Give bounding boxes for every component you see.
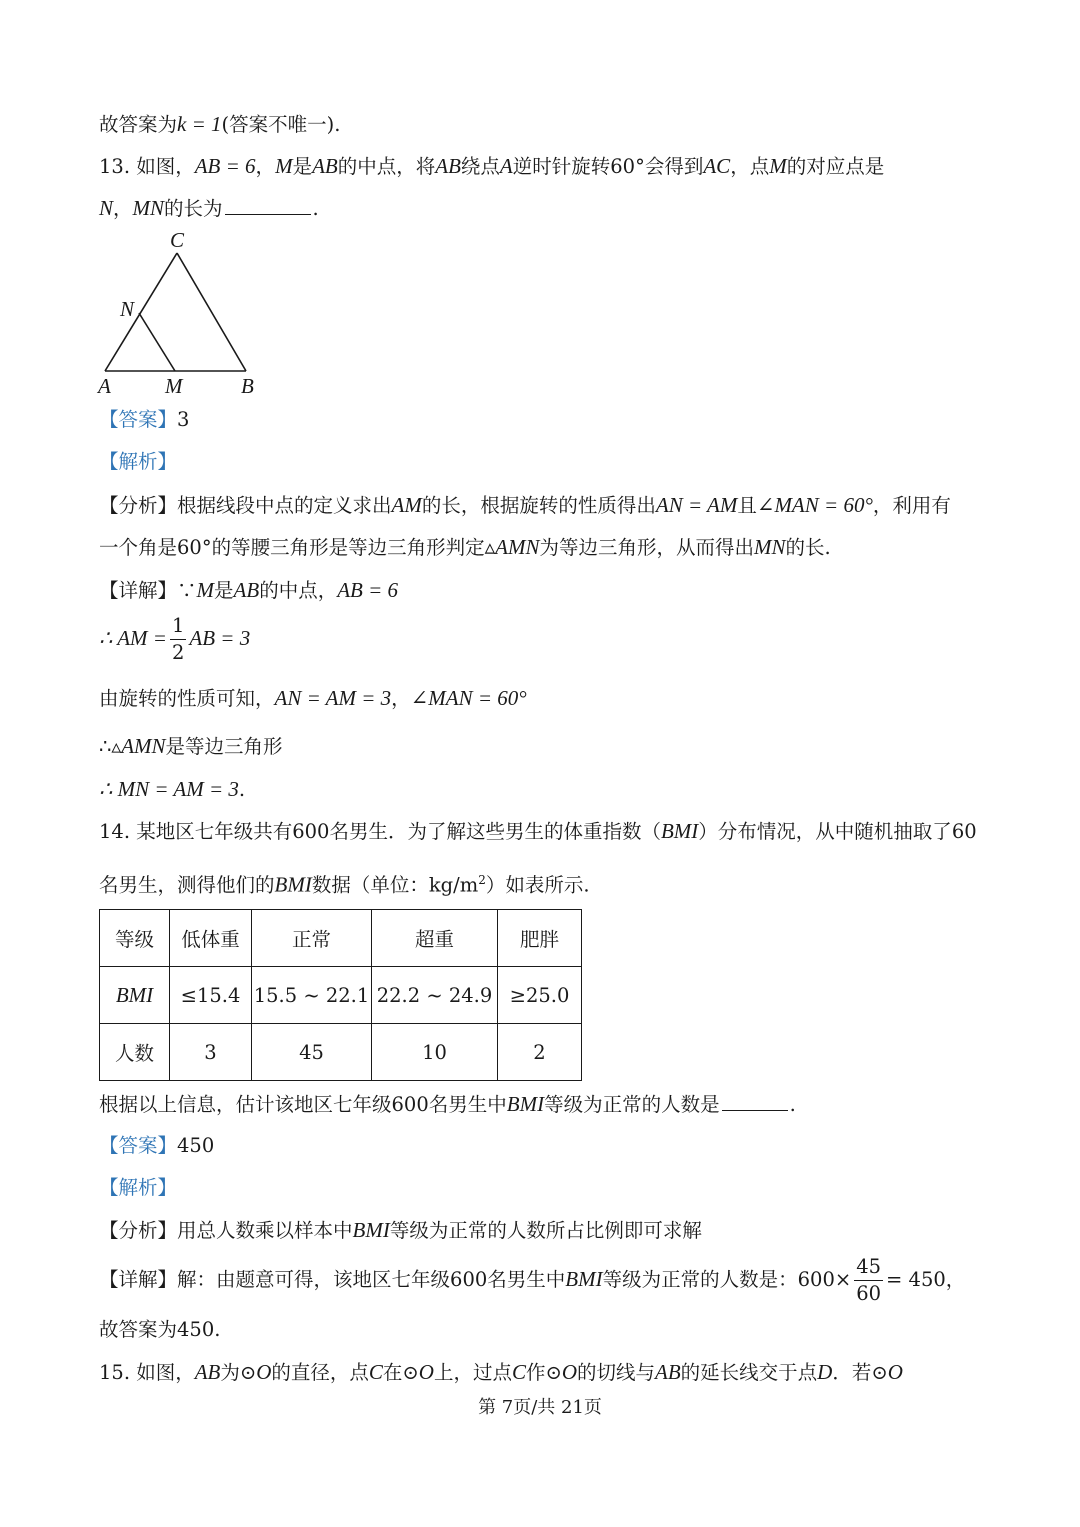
- answer-tag: 【答案】: [99, 408, 178, 431]
- q13-fenxi-line1: 【分析】根据线段中点的定义求出AM的长，根据旋转的性质得出AN = AM且∠MAN = 60°，利用有: [99, 493, 951, 517]
- label-M: M: [165, 374, 183, 398]
- q13-analysis-tag: 【解析】: [99, 450, 178, 473]
- answer-blank: [722, 1092, 788, 1111]
- table-cell: BMI: [100, 967, 170, 1024]
- label-N: N: [120, 297, 135, 321]
- q13-xiangjie-line4: ∴▵AMN是等边三角形: [99, 734, 283, 758]
- table-cell: 低体重: [170, 910, 252, 967]
- q14-stem-line1: 14. 某地区七年级共有600名男生．为了解这些男生的体重指数（BMI）分布情况，从中随机抽取了60: [99, 819, 977, 843]
- label-A: A: [98, 374, 111, 398]
- table-cell: 2: [498, 1024, 582, 1081]
- q14-fenxi-line: 【分析】用总人数乘以样本中BMI等级为正常的人数所占比例即可求解: [99, 1218, 702, 1242]
- table-row: [100, 967, 582, 1024]
- math-k-equals-1: k = 1: [177, 112, 222, 136]
- page-footer: 第 7页/共 21页: [478, 1397, 602, 1418]
- q13-xiangjie-line1: 【详解】∵M是AB的中点，AB = 6: [99, 578, 399, 602]
- q12-answer-line: 故答案为k = 1(答案不唯一).: [99, 112, 341, 136]
- table-row: [100, 1024, 582, 1081]
- q13-answer: 【答案】3: [99, 408, 190, 431]
- q15-stem-line: 15. 如图，AB为⊙O的直径，点C在⊙O上，过点C作⊙O的切线与AB的延长线交于点D．若⊙O: [99, 1360, 903, 1384]
- table-header-row: [100, 910, 582, 967]
- table-cell: 3: [170, 1024, 252, 1081]
- table-cell: 45: [252, 1024, 372, 1081]
- q13-stem-line1: 13. 如图，AB = 6，M是AB的中点，将AB绕点A逆时针旋转60°会得到AC，点M的对应点是: [99, 154, 885, 178]
- table-cell: 等级: [100, 910, 170, 967]
- table-cell: 10: [372, 1024, 498, 1081]
- q14-stem-line2: 名男生，测得他们的BMI数据（单位：$kg/m^2$）如表所示.: [99, 872, 590, 897]
- q14-analysis-tag: 【解析】: [99, 1176, 178, 1199]
- bmi-table: [99, 909, 582, 1081]
- q14-end-line: 故答案为450.: [99, 1318, 221, 1341]
- label-B: B: [241, 374, 254, 398]
- table-cell: 15.5 ~ 22.1: [252, 967, 372, 1024]
- q14-xiangjie-line: 【详解】解：由题意可得，该地区七年级600名男生中BMI等级为正常的人数是：600× $\frac{45}{60}$ = 450，: [99, 1255, 966, 1305]
- table-cell: 人数: [100, 1024, 170, 1081]
- q13-xiangjie-line2: ∴ AM = $\frac{1}{2}$ AB = 3: [99, 614, 251, 664]
- table-cell: ≥25.0: [498, 967, 582, 1024]
- table-cell: ≤15.4: [170, 967, 252, 1024]
- answer-tag: 【答案】: [99, 1134, 178, 1157]
- segment-AC: [105, 253, 177, 371]
- answer-blank: [225, 196, 311, 215]
- fraction-45-over-60: $\frac{45}{60}$: [856, 1255, 882, 1305]
- q14-question-line: 根据以上信息，估计该地区七年级600名男生中BMI等级为正常的人数是 .: [99, 1092, 796, 1116]
- q13-xiangjie-line3: 由旋转的性质可知，AN = AM = 3，∠MAN = 60°: [99, 686, 527, 710]
- table-cell: 正常: [252, 910, 372, 967]
- table-cell: 肥胖: [498, 910, 582, 967]
- table-cell: 22.2 ~ 24.9: [372, 967, 498, 1024]
- table-cell: 超重: [372, 910, 498, 967]
- q13-fenxi-line2: 一个角是60°的等腰三角形是等边三角形判定▵AMN为等边三角形，从而得出MN的长.: [99, 535, 831, 559]
- segment-CB: [177, 253, 246, 371]
- q13-xiangjie-line5: ∴ MN = AM = 3.: [99, 777, 246, 801]
- fraction-one-half: $\frac{1}{2}$: [171, 614, 185, 664]
- segment-NM: [139, 313, 175, 371]
- triangle-figure: [95, 225, 265, 400]
- q14-answer: 【答案】450: [99, 1134, 215, 1157]
- label-C: C: [170, 228, 185, 252]
- q13-stem-line2: N，MN的长为 .: [99, 196, 319, 220]
